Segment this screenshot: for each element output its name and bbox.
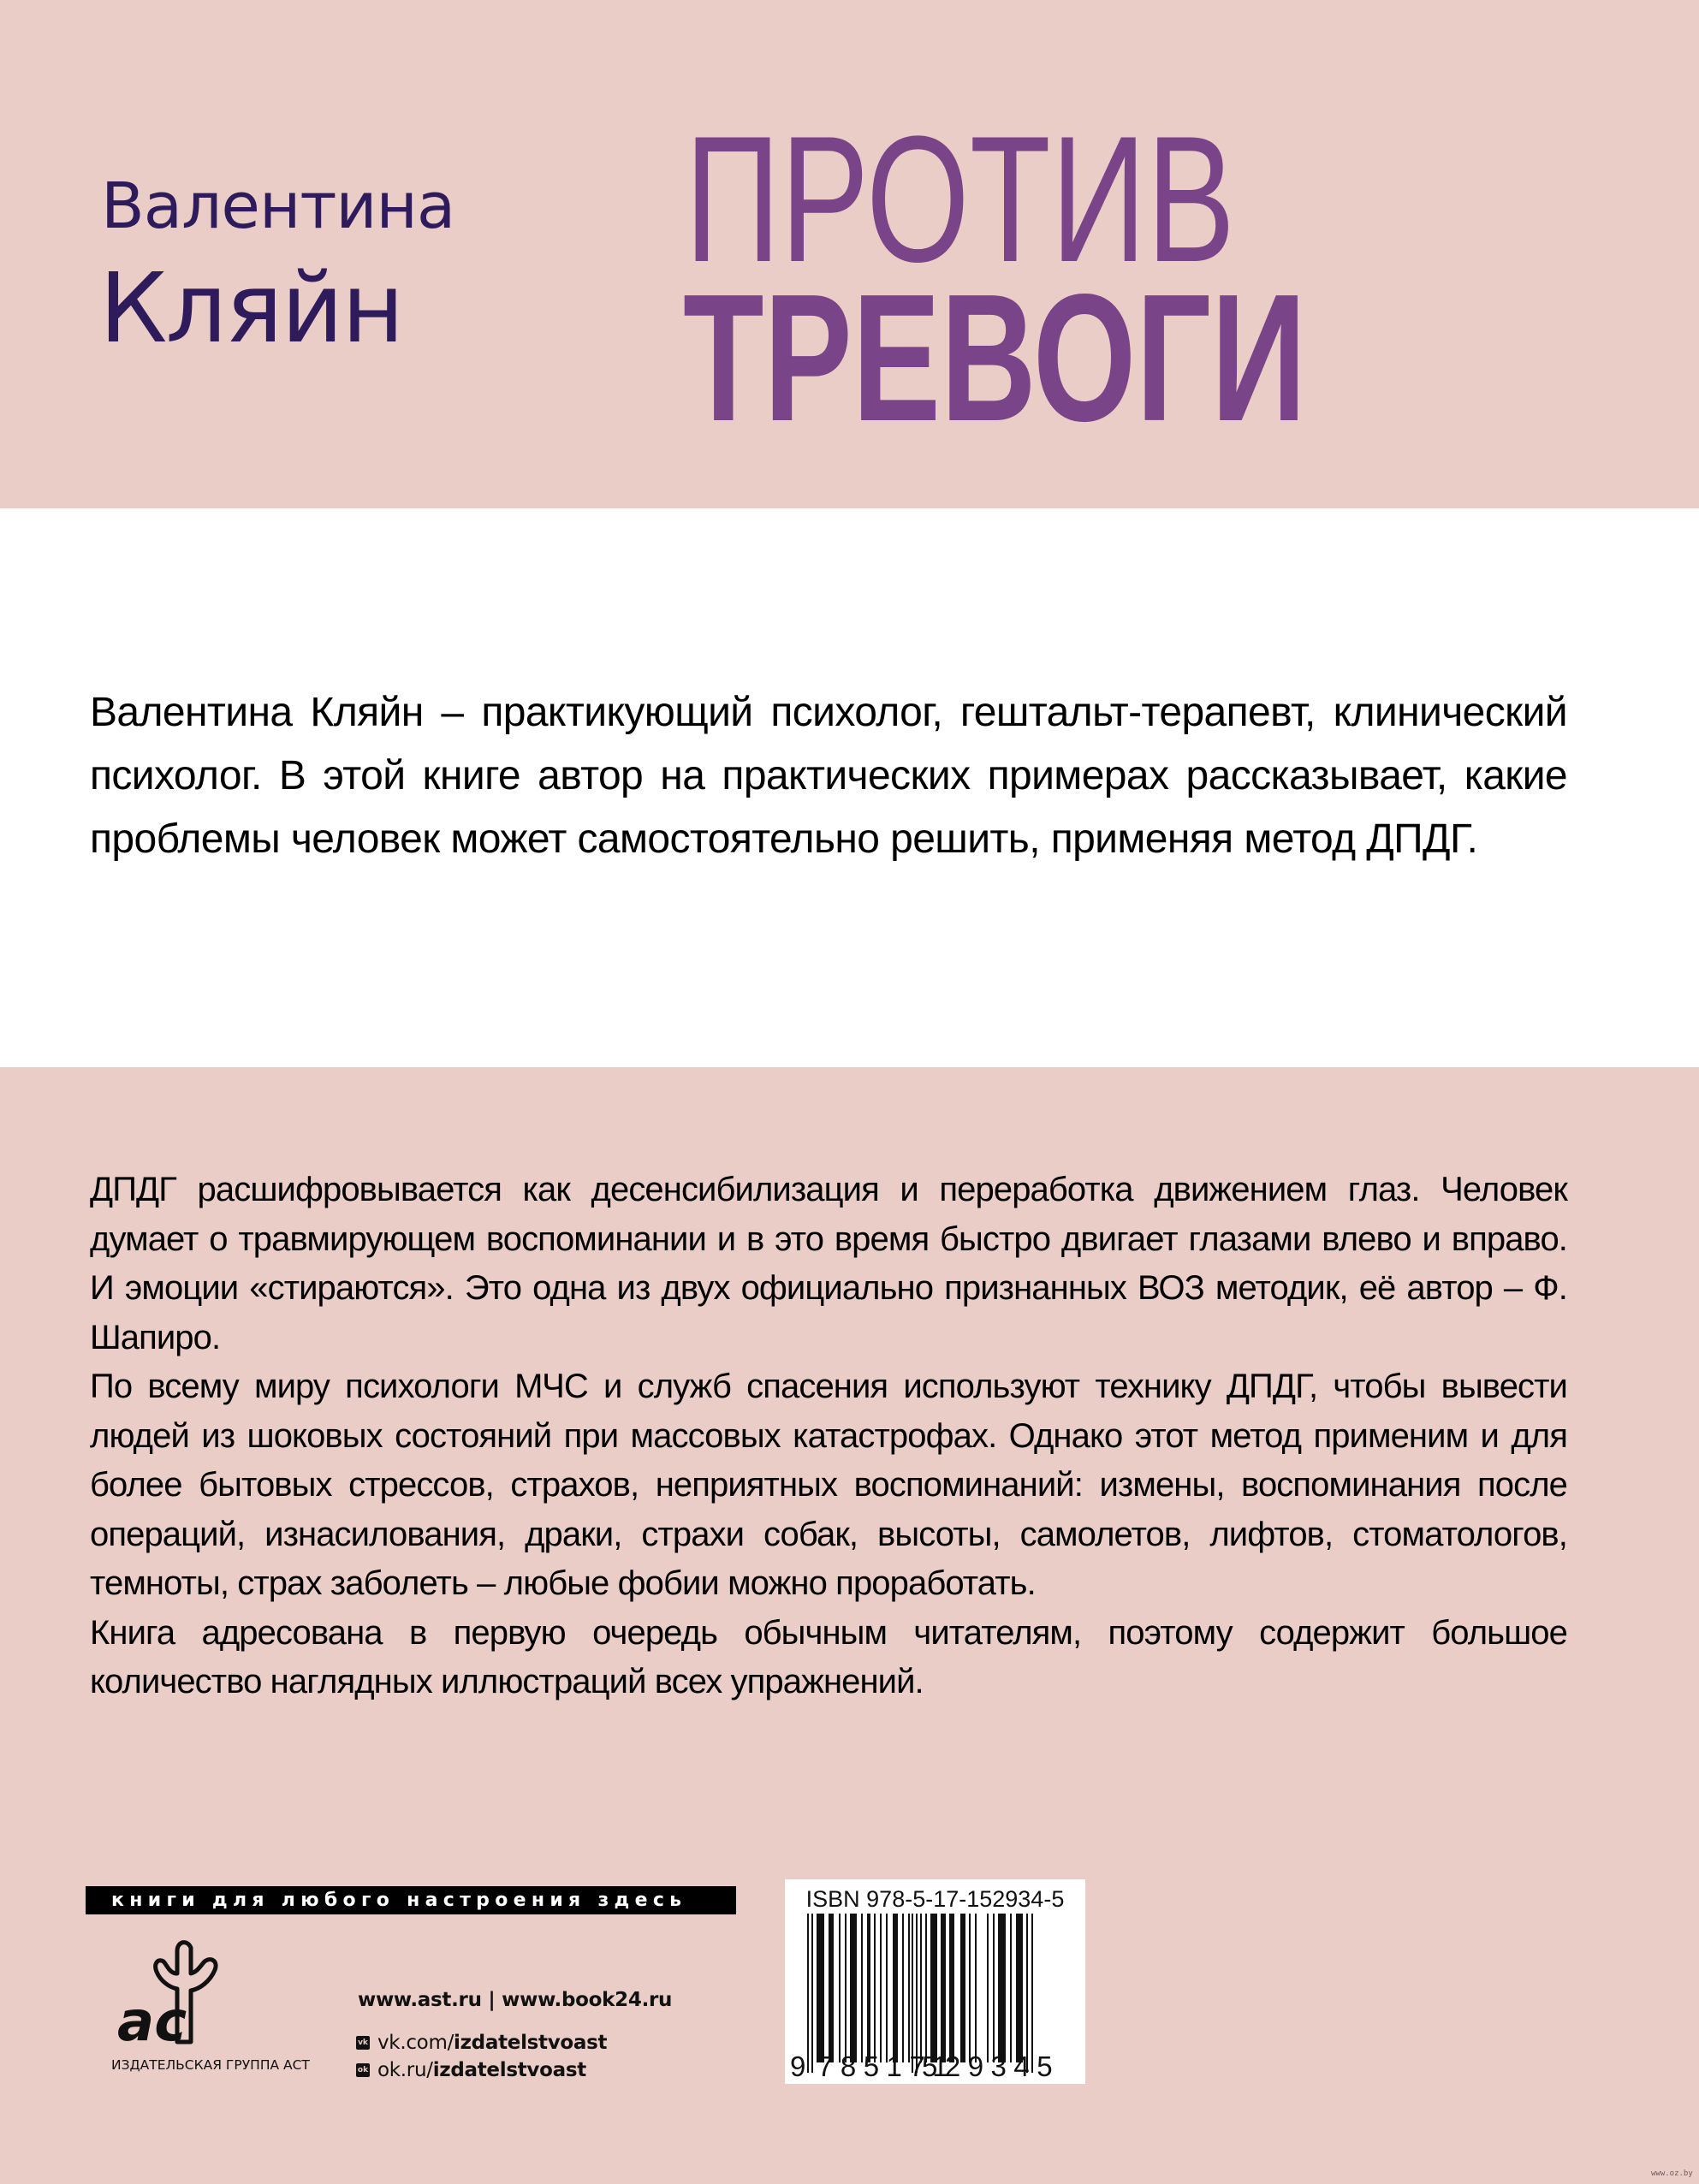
ok-icon: ok: [356, 2063, 370, 2077]
logo-letters: ас: [117, 1991, 187, 2047]
description-paragraph: ДПДГ расшифровывается как десенсибилизация и переработка движением глаз. Человек думает о травмирующем воспоминании и в это время быстро двигает глазами влево и вправо. И эмоции «стираются». Это одна из двух официально признанных ВОЗ методик, её автор – Ф. Шапиро.: [90, 1171, 1567, 1356]
ok-link-handle: izdatelstvoast: [432, 2059, 586, 2081]
barcode-right-digits: 529345: [922, 2050, 1060, 2082]
author-first-name: Валентина: [101, 169, 455, 243]
vk-icon: vk: [356, 2036, 370, 2050]
barcode-digits: [785, 2050, 1085, 2081]
author-annotation: Валентина Кляйн – практикующий психолог, гештальт-терапевт, клинический психолог. В этой книге автор на практических примерах рассказывает, какие проблемы человек может самостоятельно решить, применяя метод ДПДГ.: [90, 690, 1567, 862]
isbn-barcode: [785, 1879, 1085, 2084]
ok-link-prefix: ok.ru/: [377, 2059, 433, 2081]
book-title-line-1: ПРОТИВ: [685, 98, 1236, 300]
vk-link-handle: izdatelstvoast: [454, 2032, 608, 2054]
ast-cactus-logo-icon: [116, 1936, 223, 2047]
isbn-label: ISBN 978-5-17-152934-5: [805, 1886, 1065, 1912]
description-paragraph: Книга адресована в первую очередь обычным читателям, поэтому содержит большое количество наглядных иллюстраций всех упражнений.: [90, 1613, 1567, 1700]
book-description: [90, 1166, 1567, 1707]
publisher-caption: ИЗДАТЕЛЬСКАЯ ГРУППА АСТ: [111, 2057, 310, 2073]
source-watermark: www.oz.by: [1651, 2169, 1693, 2178]
barcode-left-digits: 785171: [817, 2050, 956, 2082]
description-paragraph: По всему миру психологи МЧС и служб спасения используют технику ДПДГ, чтобы вывести людей из шоковых состояний при массовых катастрофах. Однако этот метод применим и для более бытовых стрессов, страхов, неприятных воспоминаний: измены, воспоминания после операций, изнасилования, драки, страхи собак, высоты, самолетов, лифтов, стоматологов, темноты, страх заболеть – любые фобии можно проработать.: [90, 1368, 1567, 1602]
book-title-line-2: ТРЕВОГИ: [683, 256, 1307, 459]
ok-link[interactable]: [356, 2059, 586, 2081]
publisher-websites[interactable]: www.ast.ru | www.book24.ru: [358, 1989, 673, 2011]
barcode-lead-digit: 9: [790, 2050, 806, 2082]
vk-link[interactable]: [356, 2032, 607, 2054]
author-last-name: Кляйн: [99, 253, 403, 365]
publisher-slogan-banner: [86, 1886, 736, 1914]
slogan-text: книги для любого настроения здесь: [111, 1890, 687, 1911]
vk-link-prefix: vk.com/: [377, 2032, 454, 2054]
